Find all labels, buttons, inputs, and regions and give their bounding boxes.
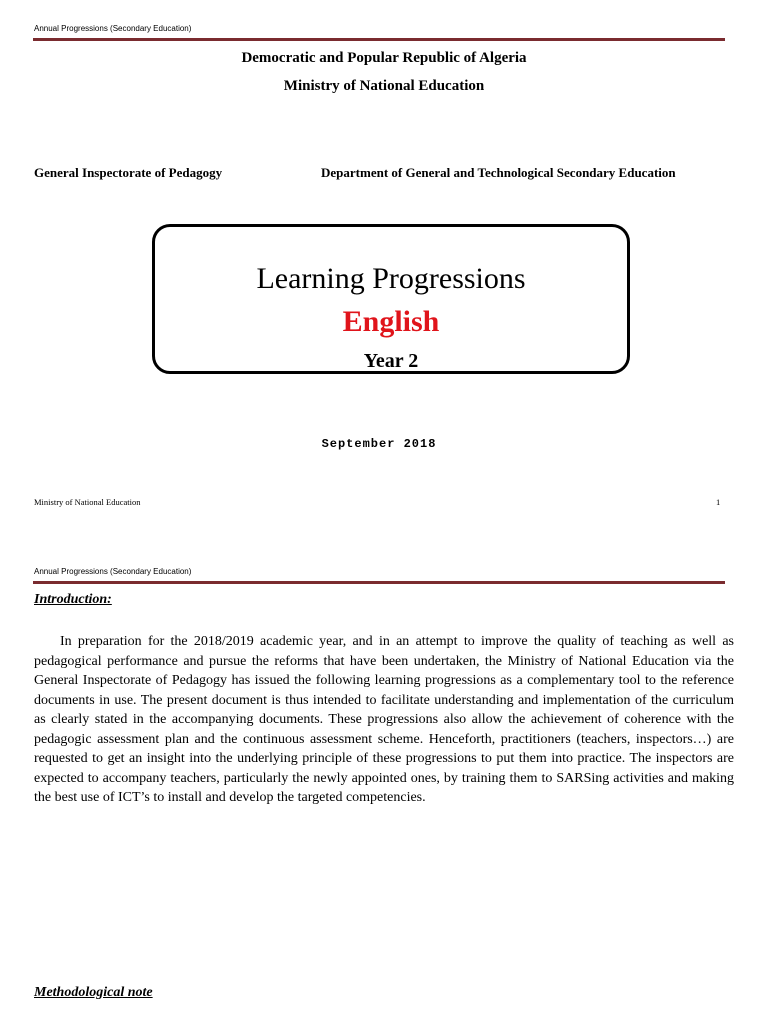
footer-ministry: Ministry of National Education [34, 497, 141, 507]
running-header: Annual Progressions (Secondary Education) [34, 24, 192, 33]
ministry-name: Ministry of National Education [283, 78, 485, 94]
document-date: September 2018 [321, 437, 437, 451]
department-name: Department of General and Technological Secondary Education [321, 165, 676, 180]
running-header-2: Annual Progressions (Secondary Education) [34, 567, 192, 576]
inspectorate-name: General Inspectorate of Pedagogy [34, 165, 223, 180]
introduction-paragraph: In preparation for the 2018/2019 academic year, and in an attempt to improve the quality of teaching as well as pedagogical performance and pursue the reforms that have been undertaken, the Ministry of National Education via the General Inspectorate of Pedagogy has issued the following learning progressions as a complementary tool to the reference documents in use. The present document is thus intended to facilitate understanding and implementation of the curriculum as clearly stated in the accompanying documents. These progressions also allow the achievement of coherence with the pedagogic assessment plan and the continuous assessment scheme. Henceforth, practitioners (teachers, inspectors…) are requested to get an insight into the underlying principle of these progressions to put them into practice. The inspectors are expected to accompany teachers, particularly the newly appointed ones, by training them to SARSing activities and making the best use of ICT’s to install and develop the targeted competencies. [34, 634, 734, 805]
methodological-note-heading: Methodological note [34, 985, 153, 1000]
document-title: Learning Progressions [256, 262, 526, 295]
subject-title: English [342, 305, 440, 338]
country-name: Democratic and Popular Republic of Algeria [241, 50, 527, 66]
page-number: 1 [716, 497, 721, 507]
header-rule-2 [33, 581, 725, 584]
header-rule [33, 38, 725, 41]
introduction-heading: Introduction: [34, 592, 112, 607]
year-label: Year 2 [363, 350, 419, 372]
